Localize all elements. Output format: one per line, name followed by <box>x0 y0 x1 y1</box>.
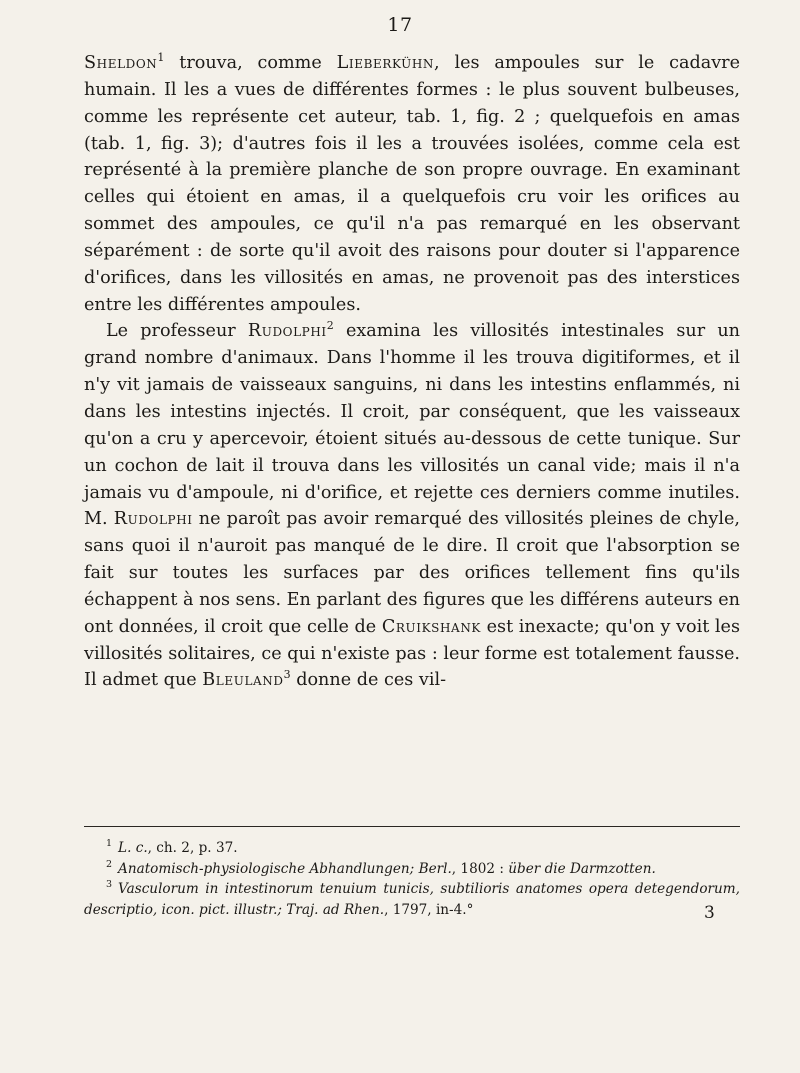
text-run: ne paroît pas avoir remarqué des villosités pleines de chyle, sans quoi il n'auroit pas manqué de le dire. Il croit que l'absorption se fait sur toutes les surfaces par des orifices tellement fins qu'ils échappent à nos sens. En parlant des figures que les différens auteurs en ont données, il croit que celle de <box>84 509 741 637</box>
text-run: , les ampoules sur le cadavre humain. Il les a vues de différentes formes : le plus souvent bulbeuses, comme les représente cet auteur, tab. 1, fig. 2 ; quelquefois en amas (tab. 1, fig. 3); d'autres fois il les a trouvées isolées, comme cela est représenté à la première planche de son propre ouvrage. En examinant celles qui étoient en amas, il a quelquefois cru voir les orifices au sommet des ampoules, ce qu'il n'a pas remarqué en les observant séparément : de sorte qu'il avoit des raisons pour douter si l'apparence d'orifices, dans les villosités en amas, ne provenoit pas des interstices entre les différentes ampoules. <box>84 53 740 315</box>
italic-text: Anatomisch-physiologische Abhandlungen; Berl. <box>118 860 452 877</box>
footnote <box>84 838 740 859</box>
footnote <box>84 859 740 880</box>
footnote-number: 3 <box>106 879 113 891</box>
text-run: trouva, comme <box>164 53 337 73</box>
footnote-ref: 3 <box>283 668 291 682</box>
main-text <box>84 50 740 694</box>
paragraph <box>84 318 740 694</box>
text-run: donne de ces vil- <box>290 670 447 691</box>
italic-text: über die Darmzotten. <box>508 860 656 877</box>
footnotes <box>84 838 740 920</box>
text-run: est inexacte; qu'on y voit les villosités solitaires, ce qui n'existe pas : leur forme est totalement fausse. Il admet que <box>84 616 740 691</box>
page-number: 17 <box>387 14 413 36</box>
footnote-ref: 1 <box>157 51 165 65</box>
text-run: , 1802 : <box>451 860 509 877</box>
paragraph <box>84 50 740 318</box>
italic-text: Vasculorum in intestinorum tenuium tunicis, subtilioris anatomes opera detegendorum, descriptio, icon. pict. illustr.; Traj. ad Rhen. <box>84 881 740 918</box>
text-run: examina les villosités intestinales sur un grand nombre d'animaux. Dans l'homme il les trouva digitiformes, et il n'y vit jamais de vaisseaux sanguins, ni dans les intestins enflammés, ni dans les intestins injectés. Il croit, par conséquent, que les vaisseaux qu'on a cru y apercevoir, étoient situés au-dessous de cette tunique. Sur un cochon de lait il trouva dans les villosités un canal vide; mais il n'a jamais vu d'ampoule, ni d'orifice, et rejette ces derniers comme inutiles. M. <box>84 321 740 530</box>
author-name: Bleuland <box>202 670 284 691</box>
author-name: Cruikshank <box>381 616 481 637</box>
footnote <box>84 879 740 920</box>
text-run: , ch. 2, p. 37. <box>147 840 238 856</box>
text-run: , 1797, in-4.° <box>384 901 474 918</box>
footnote-ref: 2 <box>326 319 334 333</box>
footnote-divider <box>84 826 740 827</box>
author-name: Rudolphi <box>113 509 193 530</box>
author-name: Lieberkühn <box>336 53 435 73</box>
footnote-number: 1 <box>106 838 113 850</box>
author-name: Rudolphi <box>247 321 327 342</box>
italic-text: L. c. <box>118 840 148 856</box>
footnote-number: 2 <box>106 858 113 870</box>
signature-mark: 3 <box>704 903 715 923</box>
text-run: Le professeur <box>106 321 248 342</box>
author-name: Sheldon <box>84 53 158 73</box>
